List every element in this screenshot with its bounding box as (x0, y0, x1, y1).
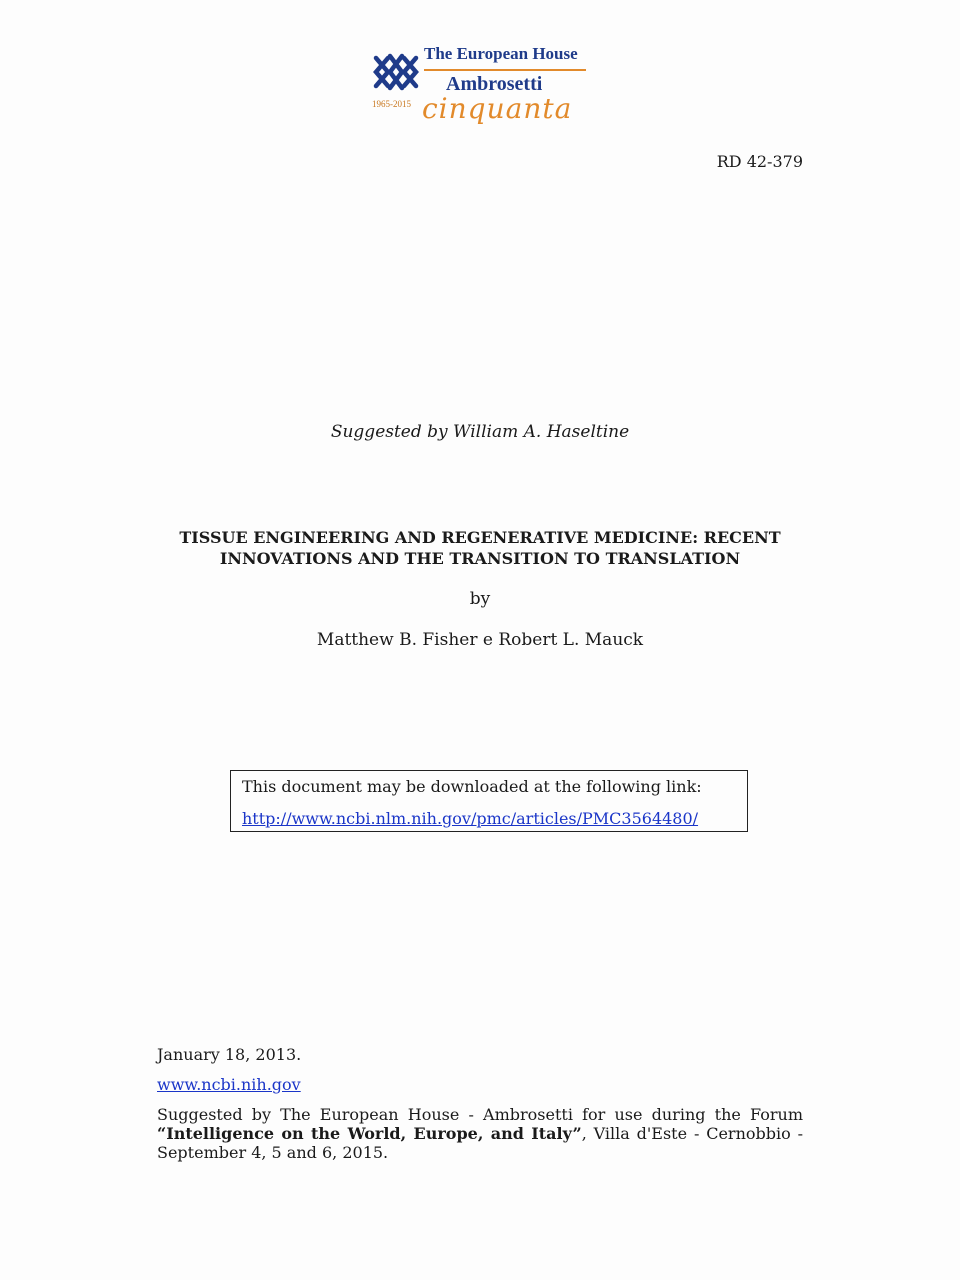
suggested-by: Suggested by William A. Haseltine (330, 422, 630, 442)
document-title (150, 527, 810, 569)
website-link[interactable]: www.ncbi.nih.gov (157, 1075, 301, 1094)
footer-line-3: September 4, 5 and 6, 2015. (157, 1143, 389, 1162)
footer-line-2 (157, 1124, 803, 1143)
download-link[interactable]: http://www.ncbi.nlm.nih.gov/pmc/articles/PMC3564480/ (242, 809, 699, 828)
logo-script: cinquanta (422, 92, 573, 125)
logo-years: 1965-2015 (372, 99, 411, 109)
document-date: January 18, 2013. (157, 1045, 302, 1064)
title-line-2: INNOVATIONS AND THE TRANSITION TO TRANSLATION (219, 549, 741, 568)
forum-name: “Intelligence on the World, Europe, and Italy” (157, 1124, 582, 1143)
download-box (230, 770, 748, 832)
reference-code: RD 42-379 (716, 152, 803, 171)
footer-venue: , Villa d'Este - Cernobbio - (581, 1124, 804, 1143)
logo-title: The European House (424, 44, 578, 63)
footer-line-1: Suggested by The European House - Ambrosetti for use during the Forum (157, 1105, 803, 1124)
logo-divider (424, 69, 586, 71)
logo-mark-icon (370, 50, 422, 94)
title-line-1: TISSUE ENGINEERING AND REGENERATIVE MEDICINE: RECENT (179, 528, 781, 547)
by-label: by (469, 589, 491, 609)
footer-note (157, 1105, 803, 1162)
download-text: This document may be downloaded at the following link: (242, 777, 702, 796)
authors: Matthew B. Fisher e Robert L. Mauck (316, 630, 644, 650)
ambrosetti-logo (368, 44, 596, 140)
logo-subtitle: Ambrosetti (446, 73, 543, 95)
